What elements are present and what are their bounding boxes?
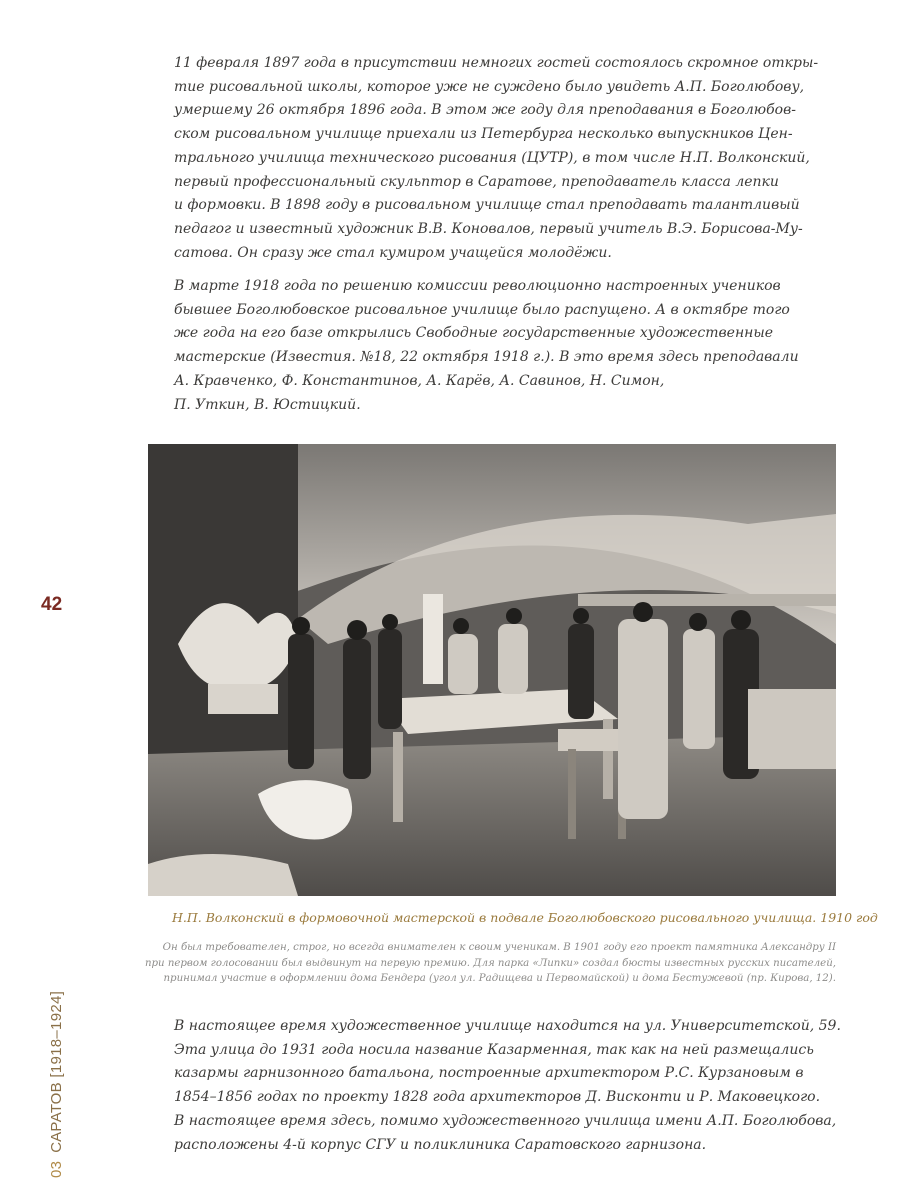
page-number: 42 <box>41 594 63 615</box>
text-line: тие рисовальной школы, которое уже не суждено было увидеть А.П. Боголюбову, <box>174 78 805 95</box>
running-head <box>48 991 65 1178</box>
text-line: 1854–1856 годах по проекту 1828 года архитекторов Д. Висконти и Р. Маковецкого. <box>174 1089 821 1106</box>
text-line: казармы гарнизонного батальона, построенные архитектором Р.С. Курзановым в <box>174 1065 804 1082</box>
text-line: трального училища технического рисования (ЦУТР), в том числе Н.П. Волконский, <box>174 149 810 166</box>
text-line: Эта улица до 1931 года носила название Казарменная, так как на ней размещались <box>174 1041 814 1058</box>
text-line: ском рисовальном училище приехали из Петербурга несколько выпускников Цен- <box>174 126 793 143</box>
text-line: бывшее Боголюбовское рисовальное училище было распущено. А в октябре того <box>174 301 790 318</box>
text-line: при первом голосовании был выдвинут на первую премию. Для парка «Липки» создал бюсты известных русских писателей, <box>144 957 836 969</box>
intro-paragraph <box>174 52 864 265</box>
text-line: принимал участие в оформлении дома Бендера (угол ул. Радищева и Первомайской) и дома Бестужевой (пр. Кирова, 12). <box>163 973 836 984</box>
text-line: П. Уткин, В. Юстицкий. <box>174 396 361 413</box>
second-paragraph <box>174 275 864 417</box>
workshop-photo-image <box>148 444 836 896</box>
text-line: умершему 26 октября 1896 года. В этом же году для преподавания в Боголюбов- <box>174 102 796 119</box>
text-line: мастерские (Известия. №18, 22 октября 1918 г.). В это время здесь преподавали <box>174 349 799 366</box>
text-line: В настоящее время здесь, помимо художественного училища имени А.П. Боголюбова, <box>174 1112 837 1129</box>
chapter-number: 03 <box>48 1160 65 1178</box>
text-line: Он был требователен, строг, но всегда внимателен к своим ученикам. В 1901 году его проект памятника Александру II <box>162 942 836 953</box>
text-line: педагог и известный художник В.В. Коновалов, первый учитель В.Э. Борисова-Му- <box>174 220 803 237</box>
photo-caption-description <box>140 940 836 987</box>
text-line: А. Кравченко, Ф. Константинов, А. Карёв, А. Савинов, Н. Симон, <box>174 372 665 389</box>
text-line: первый профессиональный скульптор в Саратове, преподаватель класса лепки <box>174 173 779 190</box>
workshop-photo <box>148 444 836 896</box>
text-line: и формовки. В 1898 году в рисовальном училище стал преподавать талантливый <box>174 197 800 214</box>
photo-caption-title: Н.П. Волконский в формовочной мастерской в подвале Боголюбовского рисовального училища. 1910 год <box>172 910 878 925</box>
text-line: В настоящее время художественное училище находится на ул. Университетской, 59. <box>174 1018 841 1034</box>
text-line: же года на его базе открылись Свободные государственные художественные <box>174 325 774 342</box>
chapter-title: САРАТОВ [1918–1924] <box>48 990 65 1153</box>
text-line: расположены 4-й корпус СГУ и поликлиника Саратовского гарнизона. <box>174 1136 707 1153</box>
closing-paragraph <box>174 1015 864 1157</box>
text-line: сатова. Он сразу же стал кумиром учащейся молодёжи. <box>174 244 612 261</box>
text-line: 11 февраля 1897 года в присутствии немногих гостей состоялось скромное откры- <box>174 55 819 71</box>
text-line: В марте 1918 года по решению комиссии революционно настроенных учеников <box>174 278 781 294</box>
